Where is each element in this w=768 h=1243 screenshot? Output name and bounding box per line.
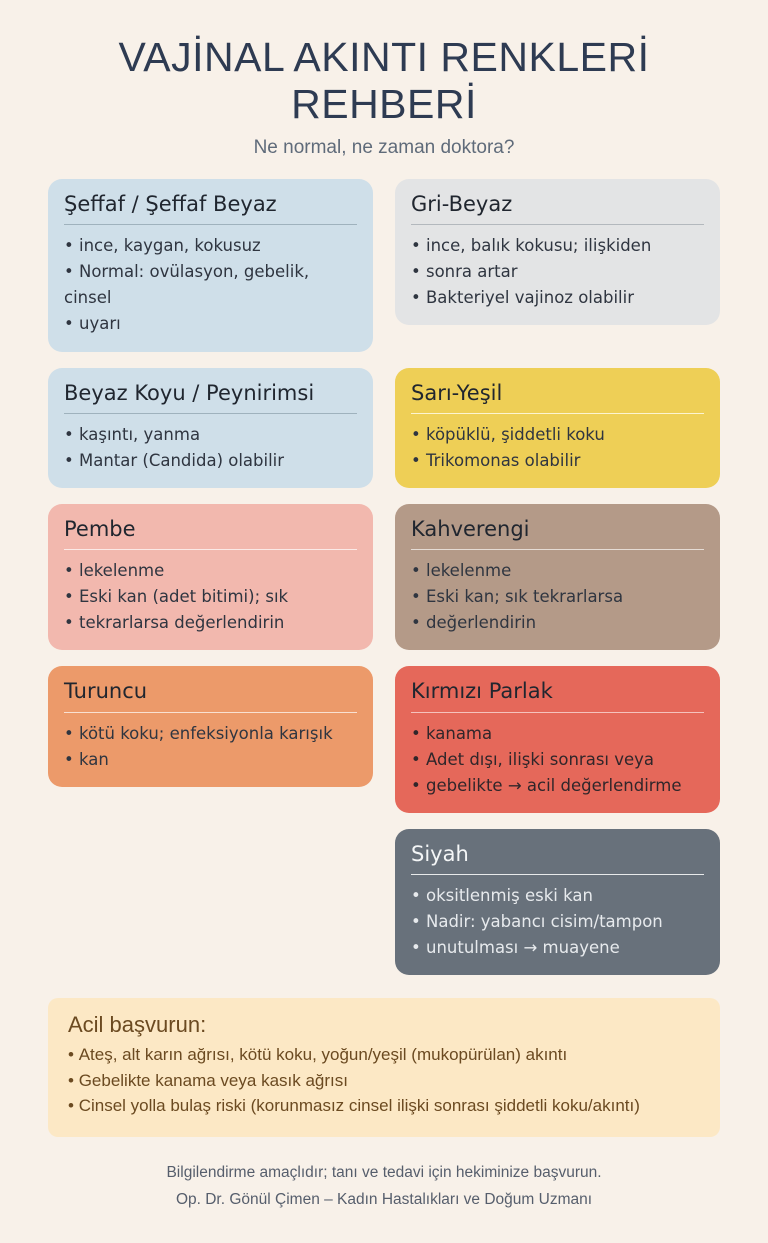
card-divider xyxy=(64,413,357,414)
card-bullet: • gebelikte → acil değerlendirme xyxy=(411,773,704,799)
page-footer xyxy=(48,1159,720,1213)
card-divider xyxy=(411,549,704,550)
card-divider xyxy=(64,224,357,225)
card-bullet: • Eski kan (adet bitimi); sık xyxy=(64,584,357,610)
card-bullet: • kaşıntı, yanma xyxy=(64,422,357,448)
card-bullet: • oksitlenmiş eski kan xyxy=(411,883,704,909)
card-divider xyxy=(411,224,704,225)
card-bullet: • Eski kan; sık tekrarlarsa xyxy=(411,584,704,610)
emergency-warning-box xyxy=(48,998,720,1137)
card-divider xyxy=(411,413,704,414)
card-seffaf-beyaz xyxy=(48,179,373,352)
card-sari-yesil xyxy=(395,368,720,488)
card-bullet: • ince, balık kokusu; ilişkiden xyxy=(411,233,704,259)
cards-grid xyxy=(48,179,720,975)
warning-bullet: • Cinsel yolla bulaş riski (korunmasız cinsel ilişki sonrası şiddetli koku/akıntı) xyxy=(68,1093,700,1119)
card-bullet-list xyxy=(411,721,704,799)
card-title: Kahverengi xyxy=(411,516,530,541)
card-bullet: • Adet dışı, ilişki sonrası veya xyxy=(411,747,704,773)
card-bullet-list xyxy=(411,558,704,636)
page-subtitle: Ne normal, ne zaman doktora? xyxy=(253,137,515,158)
card-divider xyxy=(64,549,357,550)
warning-title: Acil başvurun: xyxy=(68,1012,207,1038)
card-beyaz-koyu xyxy=(48,368,373,488)
card-bullet-list xyxy=(64,233,357,337)
card-title: Kırmızı Parlak xyxy=(411,679,553,704)
card-bullet-list xyxy=(411,422,704,474)
card-bullet: • Nadir: yabancı cisim/tampon xyxy=(411,909,704,935)
card-bullet: • köpüklü, şiddetli koku xyxy=(411,422,704,448)
card-bullet: • Mantar (Candida) olabilir xyxy=(64,448,357,474)
card-title: Siyah xyxy=(411,841,469,866)
disclaimer-text: Bilgilendirme amaçlıdır; tanı ve tedavi için hekiminize başvurun. xyxy=(166,1163,602,1181)
card-gri-beyaz xyxy=(395,179,720,325)
card-bullet: • kan xyxy=(64,747,357,773)
card-bullet: • lekelenme xyxy=(411,558,704,584)
card-bullet: • kötü koku; enfeksiyonla karışık xyxy=(64,721,357,747)
card-bullet: • kanama xyxy=(411,721,704,747)
card-kahverengi xyxy=(395,504,720,650)
card-divider xyxy=(64,712,357,713)
card-bullet: • uyarı xyxy=(64,311,357,337)
card-bullet-list xyxy=(64,558,357,636)
card-title: Sarı-Yeşil xyxy=(411,380,503,405)
card-bullet: • lekelenme xyxy=(64,558,357,584)
card-title: Pembe xyxy=(64,516,136,541)
card-bullet: • sonra artar xyxy=(411,259,704,285)
card-title: Turuncu xyxy=(64,679,148,704)
card-bullet: • ince, kaygan, kokusuz xyxy=(64,233,357,259)
card-siyah xyxy=(395,829,720,975)
card-bullet: • Trikomonas olabilir xyxy=(411,448,704,474)
card-bullet: • Normal: ovülasyon, gebelik, cinsel xyxy=(64,259,357,311)
card-bullet: • Bakteriyel vajinoz olabilir xyxy=(411,285,704,311)
card-bullet: • tekrarlarsa değerlendirin xyxy=(64,610,357,636)
warning-bullet: • Gebelikte kanama veya kasık ağrısı xyxy=(68,1068,700,1094)
card-bullet: • değerlendirin xyxy=(411,610,704,636)
warning-bullet: • Ateş, alt karın ağrısı, kötü koku, yoğun/yeşil (mukopürülan) akıntı xyxy=(68,1042,700,1068)
card-turuncu xyxy=(48,666,373,786)
card-bullet-list xyxy=(64,721,357,773)
card-kirmizi-parlak xyxy=(395,666,720,812)
card-title: Beyaz Koyu / Peynirimsi xyxy=(64,380,315,405)
author-credit: Op. Dr. Gönül Çimen – Kadın Hastalıkları ve Doğum Uzmanı xyxy=(175,1190,593,1208)
card-divider xyxy=(411,712,704,713)
card-bullet-list xyxy=(64,422,357,474)
card-title: Şeffaf / Şeffaf Beyaz xyxy=(64,192,277,216)
card-title: Gri-Beyaz xyxy=(411,192,513,216)
card-divider xyxy=(411,874,704,875)
card-bullet-list xyxy=(411,883,704,961)
card-bullet-list xyxy=(411,233,704,311)
card-bullet: • unutulması → muayene xyxy=(411,935,704,961)
card-pembe xyxy=(48,504,373,650)
page-title: VAJİNAL AKINTI RENKLERİ REHBERİ xyxy=(118,34,650,127)
